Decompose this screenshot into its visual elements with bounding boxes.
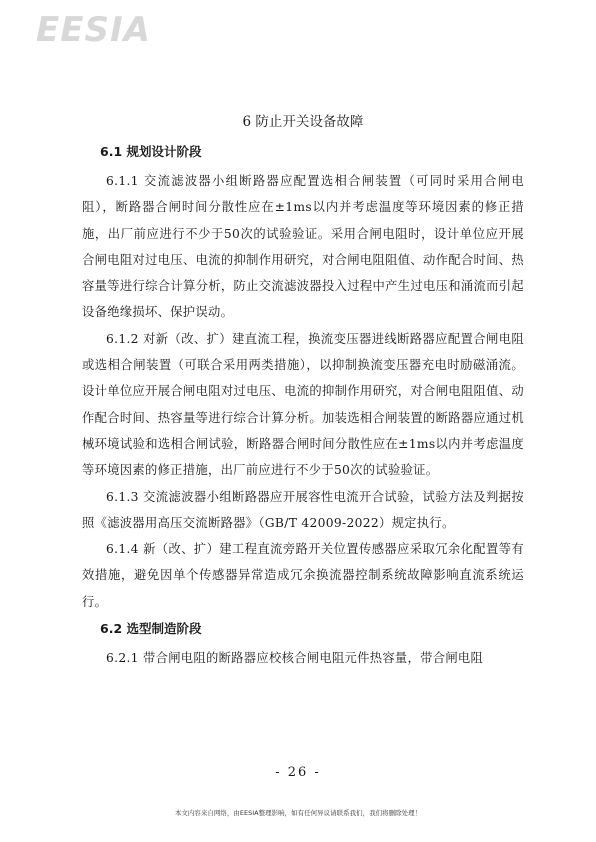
- section-title-6-2: 6.2 选型制造阶段: [100, 621, 202, 637]
- section-title-6-1: 6.1 规划设计阶段: [100, 144, 202, 159]
- document-body: [82, 112, 524, 671]
- chapter-title: 6 防止开关设备故障: [242, 114, 364, 130]
- paragraph-6-1-4: 6.1.4 新（改、扩）建工程直流旁路开关位置传感器应采取冗余化配置等有效措施，避免因单个传感器异常造成冗余换流器控制系统故障影响直流系统运行。: [82, 542, 524, 609]
- paragraph-6-1-2: 6.1.2 对新（改、扩）建直流工程，换流变压器进线断路器应配置合闸电阻或选相合闸装置（可联合采用两类措施），以抑制换流变压器充电时励磁涌流。设计单位应开展合闸电阻对过电压、电流的抑制作用研究，对合闸电阻阻值、动作配合时间、热容量等进行综合计算分析。加装选相合闸装置的断路器应通过机械环境试验和选相合闸试验，断路器合闸时间分散性应在±1ms以内并考虑温度等环境因素的修正措施，出厂前应进行不少于50次的试验验证。: [82, 331, 524, 478]
- eesia-watermark-logo: EESIA: [36, 10, 151, 50]
- paragraph-6-1-1: 6.1.1 交流滤波器小组断路器应配置选相合闸装置（可同时采用合闸电阻），断路器合闸时间分散性应在±1ms以内并考虑温度等环境因素的修正措施，出厂前应进行不少于50次的试验验证。采用合闸电阻时，设计单位应开展合闸电阻对过电压、电流的抑制作用研究，对合闸电阻阻值、动作配合时间、热容量等进行综合计算分析，防止交流滤波器投入过程中产生过电压和涌流而引起设备绝缘损坏、保护误动。: [82, 174, 524, 320]
- footer-disclaimer: 本文内容来自网络，由EESIA整理影响，如有任何异议请联系我们，我们将删除处理！: [174, 809, 422, 817]
- page-number: - 26 -: [275, 765, 321, 780]
- paragraph-6-1-3: 6.1.3 交流滤波器小组断路器应开展容性电流开合试验，试验方法及判据按照《滤波器用高压交流断路器》（GB/T 42009-2022）规定执行。: [82, 489, 524, 530]
- paragraph-6-2-1: 6.2.1 带合闸电阻的断路器应校核合闸电阻元件热容量，带合闸电阻: [106, 651, 484, 666]
